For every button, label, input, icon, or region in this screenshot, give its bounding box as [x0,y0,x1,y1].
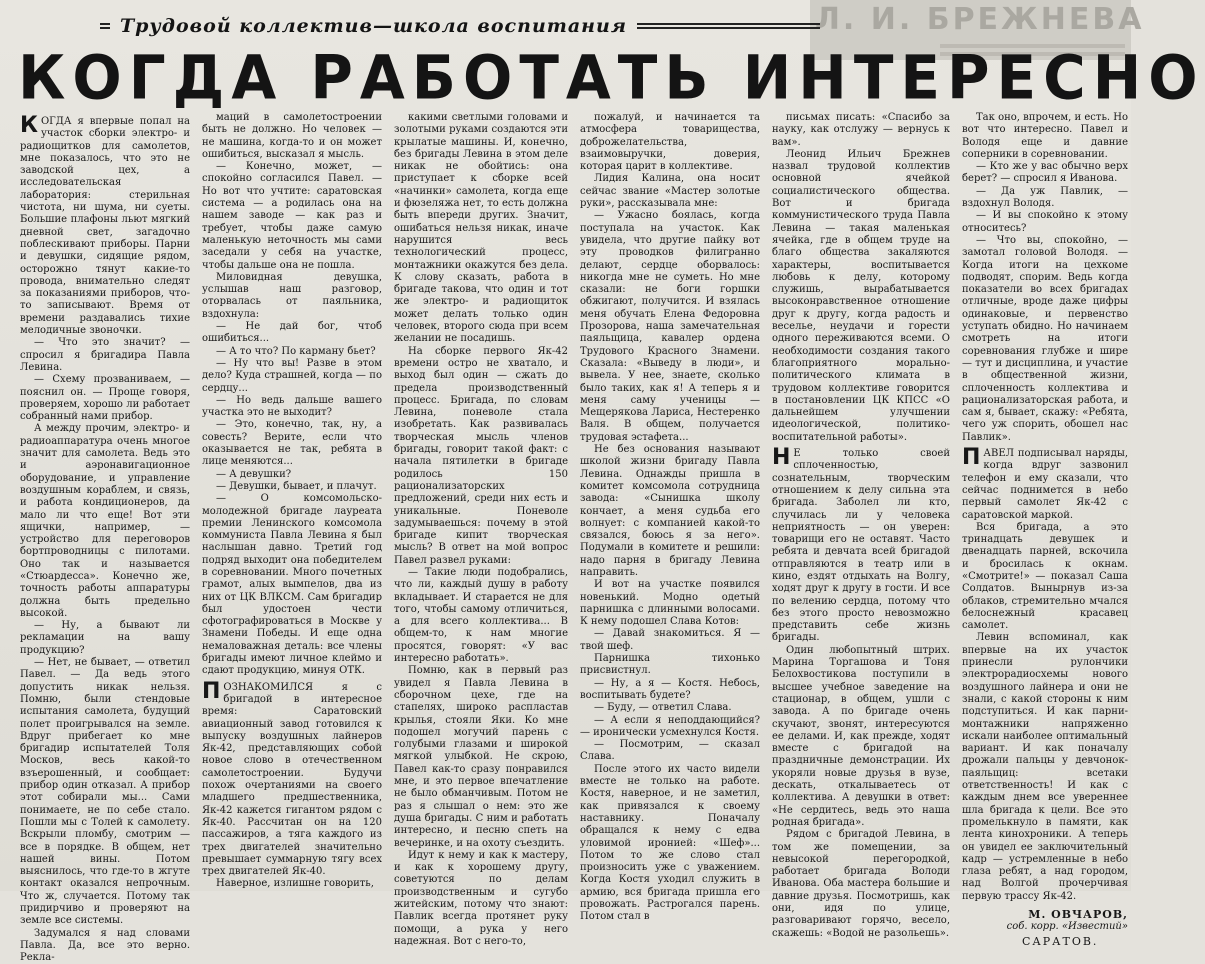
paragraph: Миловидная девушка, услышав наш разговор, оторвалась от паяльника, вздохнула: [202,271,382,320]
column-3 [394,112,568,947]
paragraph: — Кто же у вас обычно верх берет? — спросил я Иванова. [962,161,1128,185]
rubric-rule-left [100,23,110,29]
paragraph: Лидия Калина, она носит сейчас звание «Мастер золотые руки», рассказывала мне: [580,173,760,210]
paragraph: Вся бригада, а это тринадцать девушек и двенадцать парней, вскочила и бросилась к окнам. «Смотрите!» — показал Саша Солдатов. Вынырнув из-за облаков, стремительно мчался белоснежный красавец самолет. [962,521,1128,632]
author-signature [962,909,1128,948]
column-6 [962,112,1128,948]
paragraph: — А то что? По карману бьет? [216,345,376,357]
paragraph: пожалуй, и начинается та атмосфера товарищества, доброжелательства, взаимовыручки, доверия, которая царит в коллективе. [580,112,760,173]
adjacent-article-header: Л. И. БРЕЖНЕВА [815,2,1145,37]
paragraph: — Давай знакомиться. Я — твой шеф. [580,628,760,652]
paragraph: Так оно, впрочем, и есть. Но вот что интересно. Павел и Володя еще и давние соперники в соревновании. [962,112,1128,160]
paragraph: — Не дай бог, чтоб ошибиться... [202,321,382,345]
paragraph: — Что это значит? — спросил я бригадира Павла Левина. [20,337,190,373]
paragraph: — Девушки, бывает, и плачут. [216,480,377,492]
paragraph: — О комсомольско-молодежной бригаде лауреата премии Ленинского комсомола коммуниста Павла Левина я был наслышан давно. Третий год подряд выходит она победителем в соревновании. Много почетных грамот, алых вымпелов, два из них от ЦК ВЛКСМ. Сам бригадир был удостоен чести сфотографироваться в Москве у Знамени Победы. И еще одна немаловажная деталь: все члены бригады имеют личное клеймо и сдают продукцию, минуя ОТК. [202,493,382,677]
headline: КОГДА РАБОТАТЬ ИНТЕРЕСНО [18,41,1205,114]
paragraph: какими светлыми головами и золотыми руками создаются эти крылатые машины. И, конечно, без бригады Левина в этом деле никак не обойтись: она приступает к сборке всей «начинки» самолета, когда еще и фюзеляжа нет, то есть должна быть впереди других. Значит, ошибаться нельзя никак, иначе нарушится весь технологический процесс, монтажники окажутся без дела. К слову сказать, работа в бригаде такова, что один и тот же электро- и радиощиток может делать только один человек, второго сюда при всем желании не посадишь. [394,112,568,345]
paragraph: ПОЗНАКОМИЛСЯ я с бригадой в интересное время: Саратовский авиационный завод готовился к выпуску воздушных лайнеров Як-42, представляющих собой новое слово в отечественном самолетостроении. Будучи похож очертаниями на своего младшего предшественника, Як-42 кажется гигантом рядом с Як-40. Рассчитан он на 120 пассажиров, а тяга каждого из трех двигателей значительно превышает суммарную тягу всех трех двигателей Як-40. [202,678,382,878]
paragraph: Наверное, излишне говорить, [216,878,374,890]
paragraph: И вот на участке появился новенький. Модно одетый парнишка с длинными волосами. К нему подошел Слава Котов: [580,579,760,628]
rubric-text: Трудовой коллектив—школа воспитания [120,15,627,37]
paragraph: — Буду, — ответил Слава. [594,702,732,714]
paragraph: — Что вы, спокойно, — замотал головой Володя. — Когда итоги на цехкоме подводят, спорим. Ведь когда показатели во всех бригадах отличные, вроде даже цифры одинаковые, и первенство уступать обидно. Но начинаем смотреть на итоги соревнования глубже и шире — тут и дисциплина, и участие в общественной жизни, сплоченность коллектива и рационализаторская работа, и сам я, бывает, скажу: «Ребята, чего уж спорить, обошел нас Павлик». [962,234,1128,443]
paragraph: — А если я неподдающийся? — иронически усмехнулся Костя. [580,714,760,738]
paragraph: Левин вспоминал, как впервые на их участок принесли рулончики электрорадиосхемы нового воздушного лайнера и они не знали, с какой стороны к ним подступиться. И как парни-монтажники напряженно искали наиболее оптимальный вариант. И как поначалу дрожали пальцы у девчонок-паяльщиц: всетаки ответственность! И как с каждым днем все увереннее шла бригада к цели. Все это промелькнуло в памяти, как лента кинохроники. А теперь он увидел ее заключительный кадр — устремленные в небо глаза ребят, а над городом, над Волгой прочерчивая первую трассу Як-42. [962,632,1128,902]
paragraph: — И вы спокойно к этому относитесь? [962,210,1128,234]
paragraph: — Ну, а бывают ли рекламации на вашу продукцию? [20,620,190,656]
paragraph: — Ужасно боялась, когда поступала на участок. Как увидела, что другие пайку вот эту проводков филигранно делают, сердце оборвалось: никогда мне не суметь. Но мне сказали: не боги горшки обжигают, получится. И взялась меня обучать Елена Федоровна Прозорова, наша замечательная паяльщица, кавалер ордена Трудового Красного Знамени. Сказала: «Выведу в люди», и вывела. У нее, знаете, сколько было таких, как я! А теперь я и меня саму ученицы — Мещерякова Лариса, Нестеренко Валя. В общем, получается трудовая эстафета... [580,210,760,443]
rubric [100,8,820,44]
column-4 [580,112,760,923]
paragraph: Леонид Ильич Брежнев назвал трудовой коллектив основной ячейкой социалистического общества. Вот и бригада коммунистического труда Павла Левина — такая маленькая ячейка, где в общем труде на благо общества закаляются характеры, воспитывается любовь к делу, которому служишь, вырабатывается высоконравственное отношение друг к другу, когда радость и веселье, неудачи и горести одного переживаются всеми. О необходимости создания такого благоприятного морально-политического климата в трудовом коллективе говорится в постановлении ЦК КПСС «О дальнейшем улучшении идеологической, политико-воспитательной работы». [772,148,950,443]
paragraph: — Конечно, может, — спокойно согласился Павел. — Но вот что учтите: саратовская система — а родилась она на нашем заводе — как раз и требует, чтобы даже самую маленькую неточность мы сами заседали у себя на участке, чтобы дальше она не пошла. [202,161,382,271]
paragraph: Помню, как в первый раз увидел я Павла Левина в сборочном цехе, где на стапелях, широко распластав крылья, стояли Яки. Ко мне подошел могучий парень с голубыми глазами и широкой мягкой улыбкой. Не скрою, Павел как-то сразу понравился мне, и это первое впечатление не было обманчивым. Потом не раз я слышал о нем: это же душа бригады. С ним и работать интересно, и песню спеть на вечеринке, и на охоту съездить. [394,665,568,849]
column-5 [772,112,950,939]
article-body [20,112,1128,964]
paragraph: А между прочим, электро- и радиоаппаратура очень многое значит для самолета. Ведь это и аэронавигационное оборудование, и управление воздушным кораблем, и связь, и работа кондиционеров, да мало ли что еще! Вот эти ящички, например, — устройство для переговоров бортпроводницы с пилотами. Оно так и называется «Стюардесса». Конечно же, точность работы аппаратуры должна быть предельно высокой. [20,423,190,619]
paragraph: НЕ только своей сплоченностью, сознательным, творческим отношением к делу сильна эта бригада. Заболел ли кто, случилась ли у человека неприятность — он уверен: товарищи его не оставят. Часто ребята и девчата всей бригадой отправляются в театр или в кино, ездят отдыхать на Волгу, ходят друг к другу в гости. И все по велению сердца, потому что без этого просто невозможно представить себе жизнь бригады. [772,445,950,644]
paragraph: Идут к нему и как к мастеру, и как к хорошему другу, советуются по делам производственным и сугубо житейским, потому что знают: Павлик всегда протянет руку помощи, а рука у него надежная. Вот с него-то, [394,849,568,947]
author-name: М. ОВЧАРОВ, [1028,908,1128,921]
paragraph: — Нет, не бывает, — ответил Павел. — Да ведь этого допустить никак нельзя. Помню, были стендовые испытания самолета, будущий полет проигрывался на земле. Вдруг прибегает ко мне бригадир испытателей Толя Москов, весь какой-то взъерошенный, и сообщает: прибор один отказал. А прибор этот собирали мы... Сами понимаете, не по себе стало. Пошли мы с Толей к самолету. Вскрыли пломбу, смотрим — все в порядке. В общем, нет нашей вины. Потом выяснилось, что где-то в жгуте контакт оказался непрочным. Что ж, случается. Потому так придирчиво и проверяют на земле все системы. [20,657,190,927]
dateline-city: САРАТОВ. [1022,934,1099,948]
paragraph: Задумался я над словами Павла. Да, все это верно. Рекла- [20,927,190,964]
paragraph: — Такие люди подобрались, что ли, каждый душу в работу вкладывает. И старается не для того, чтобы самому отличиться, а для всего коллектива... В общем-то, к нам многие просятся, говорят: «У вас интересно работать». [394,566,568,665]
paragraph: — Схему прозваниваем, — пояснил он. — Проще говоря, проверяем, хорошо ли работает собранный нами прибор. [20,374,190,423]
rubric-rule-right [637,23,820,29]
paragraph: — А девушки? [216,468,292,480]
paragraph: — Посмотрим, — сказал Слава. [580,739,760,763]
paragraph: Не без основания называют школой жизни бригаду Павла Левина. Однажды пришла в комитет комсомола сотрудница завода: «Сынишка школу кончает, а меня судьба его волнует: с компанией какой-то связался, боюсь я за него». Подумали в комитете и решили: надо парня в бригаду Левина направить. [580,444,760,578]
paragraph: КОГДА я впервые попал на участок сборки электро- и радиощитков для самолетов, мне показалось, что это не заводской цех, а исследовательская лаборатория: стерильная чистота, ни шума, ни суеты. Большие плафоны льют мягкий дневной свет, загадочно поблескивают приборы. Парни и девушки, сидящие рядом, осторожно тянут какие-то провода, внимательно следят за показаниями приборов, что-то записывают. Время от времени раздавались тихие мелодичные звоночки. [20,113,190,337]
paragraph: — Но ведь дальше вашего участка это не выходит? [202,394,382,419]
paragraph: — Ну что вы! Разве в этом дело? Куда страшней, когда — по сердцу... [202,357,382,394]
paragraph: Рядом с бригадой Левина, в том же помещении, за невысокой перегородкой, работает бригада Володи Иванова. Оба мастера большие и давние друзья. Посмотришь, как они, идя по улице, разговаривают горячо, весело, скажешь: «Водой не разольешь». [772,829,950,939]
paragraph: На сборке первого Як-42 времени остро не хватало, и выход был один — сжать до предела производственный процесс. Бригада, по словам Левина, поневоле стала изобретать. Как развивалась творческая мысль членов бригады, говорит такой факт: с начала пятилетки в бригаде родилось 150 рационализаторских предложений, среди них есть и уникальные. Поневоле задумываешься: почему в этой бригаде кипит творческая мысль? В ответ на мой вопрос Павел развел руками: [394,345,568,566]
paragraph: Парнишка тихонько присвистнул. [580,653,760,677]
paragraph: После этого их часто видели вместе не только на работе. Костя, наверное, и не заметил, как привязался к своему наставнику. Поначалу обращался к нему с едва уловимой иронией: «Шеф»... Потом то же слово стал произносить уже с уважением. Когда Костя уходил служить в армию, вся бригада пришла его провожать. Растрогался парень. Потом стал в [580,763,760,923]
author-role: соб. корр. «Известий» [1006,921,1128,933]
column-1 [20,112,190,964]
paragraph: — Да уж Павлик, — вздохнул Володя. [962,185,1128,210]
paragraph: — Это, конечно, так, ну, а совесть? Верите, если что оказывается не так, ребята в лице меняются... [202,419,382,468]
paragraph: ПАВЕЛ подписывал наряды, когда вдруг зазвонил телефон и ему сказали, что сейчас поднимется в небо первый самолет Як-42 с саратовской маркой. [962,445,1128,521]
paragraph: Один любопытный штрих. Марина Торгашова и Тоня Белохвостикова поступили в высшее учебное заведение на стационар, в общем, ушли с завода. А по бригаде очень скучают, звонят, интересуются ее делами. И, как прежде, ходят вместе с бригадой на праздничные демонстрации. Их укоряли новые друзья в вузе, дескать, откалываетесь от коллектива. А девушки в ответ: «Не сердитесь, ведь это наша родная бригада». [772,644,950,828]
paragraph: — Ну, а я — Костя. Небось, воспитывать будете? [580,677,760,701]
column-2 [202,112,382,891]
paragraph: маций в самолетостроении быть не должно. Но человек — не машина, когда-то и он может ошибиться, высказал я мысль. [202,112,382,160]
paragraph: письмах писать: «Спасибо за науку, как отслужу — вернусь к вам». [772,112,950,148]
